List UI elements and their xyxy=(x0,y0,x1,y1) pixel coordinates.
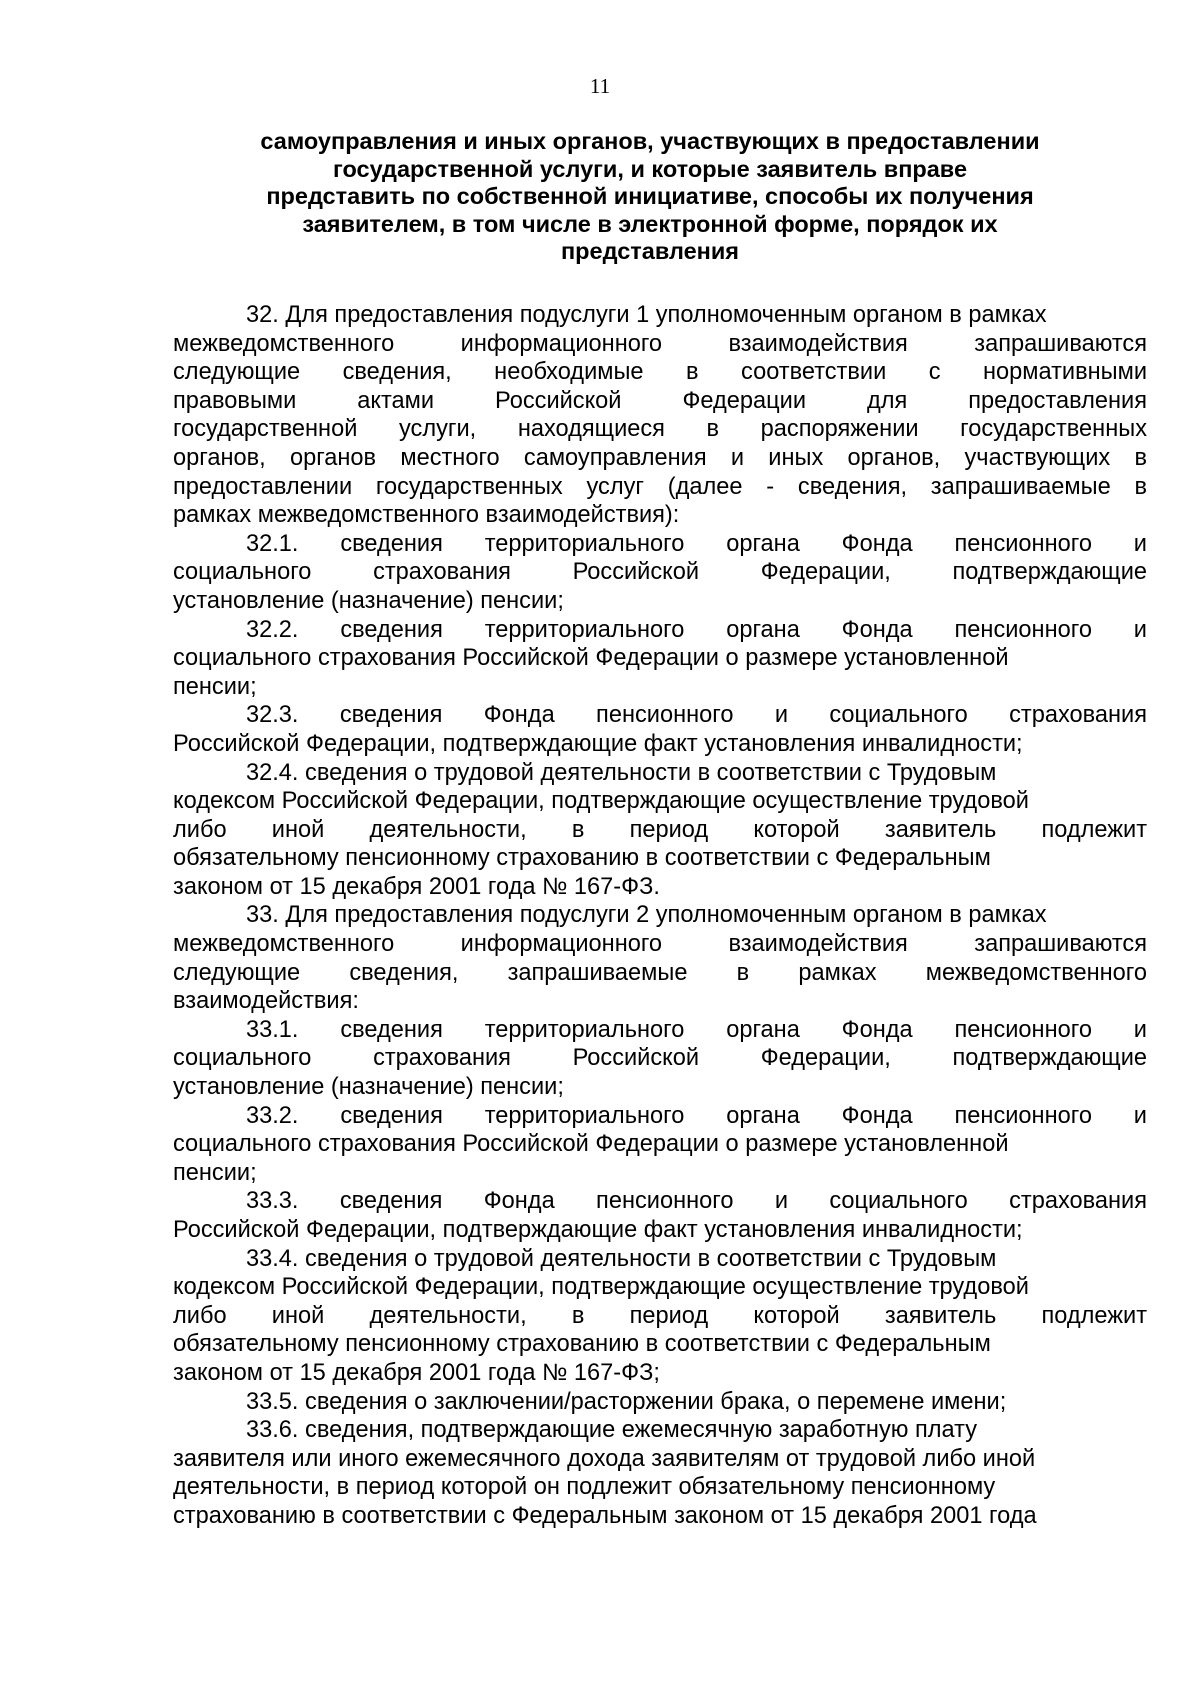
document-body xyxy=(173,301,1147,1531)
heading-line: представления xyxy=(560,238,740,265)
page-number: 11 xyxy=(589,74,611,98)
paragraph-line: следующие сведения, необходимые в соответствии с нормативными xyxy=(173,359,1147,386)
paragraph-line: 33.1. сведения территориального органа Фонда пенсионного и xyxy=(246,1016,1147,1043)
paragraph-line: обязательному пенсионному страхованию в соответствии с Федеральным xyxy=(173,1331,991,1358)
paragraph-line: либо иной деятельности, в период которой заявитель подлежит xyxy=(173,816,1147,843)
paragraph-line: государственной услуги, находящиеся в распоряжении государственных xyxy=(173,416,1147,443)
paragraph-line: правовыми актами Российской Федерации для предоставления xyxy=(173,387,1147,414)
paragraph-line: 32.2. сведения территориального органа Фонда пенсионного и xyxy=(246,616,1147,643)
paragraph-line: заявителя или иного ежемесячного дохода заявителям от трудовой либо иной xyxy=(173,1445,1036,1472)
paragraph-line: законом от 15 декабря 2001 года № 167-ФЗ. xyxy=(173,873,660,900)
paragraph-line: предоставлении государственных услуг (далее - сведения, запрашиваемые в xyxy=(173,473,1147,500)
paragraph-line: социального страхования Российской Федерации, подтверждающие xyxy=(173,1045,1147,1072)
paragraph-line: межведомственного информационного взаимодействия запрашиваются xyxy=(173,931,1147,958)
paragraph-line: страхованию в соответствии с Федеральным законом от 15 декабря 2001 года xyxy=(173,1502,1037,1529)
heading-line: государственной услуги, и которые заявитель вправе xyxy=(332,155,968,182)
paragraph-line: межведомственного информационного взаимодействия запрашиваются xyxy=(173,330,1147,357)
paragraph-line: социального страхования Российской Федерации о размере установленной xyxy=(173,1131,1009,1158)
paragraph-line: 32.1. сведения территориального органа Фонда пенсионного и xyxy=(246,530,1147,557)
paragraph-line: либо иной деятельности, в период которой заявитель подлежит xyxy=(173,1302,1147,1329)
paragraph-line: деятельности, в период которой он подлежит обязательному пенсионному xyxy=(173,1474,996,1501)
paragraph-p33-5 xyxy=(173,1388,1147,1417)
paragraph-line: 33.2. сведения территориального органа Фонда пенсионного и xyxy=(246,1102,1147,1129)
paragraph-line: 33.3. сведения Фонда пенсионного и социального страхования xyxy=(246,1188,1147,1215)
paragraph-p32-4 xyxy=(173,759,1147,902)
paragraph-line: 32. Для предоставления подуслуги 1 уполномоченным органом в рамках xyxy=(246,302,1047,328)
heading-line: заявителем, в том числе в электронной форме, порядок их xyxy=(302,210,998,237)
paragraph-p33-1 xyxy=(173,1016,1147,1102)
paragraph-line: 33.4. сведения о трудовой деятельности в соответствии с Трудовым xyxy=(246,1245,997,1272)
paragraph-line: органов, органов местного самоуправления и иных органов, участвующих в xyxy=(173,444,1147,471)
paragraph-p33-3 xyxy=(173,1187,1147,1244)
paragraph-line: установление (назначение) пенсии; xyxy=(173,1074,564,1101)
paragraph-line: социального страхования Российской Федерации, подтверждающие xyxy=(173,559,1147,586)
paragraph-line: рамках межведомственного взаимодействия): xyxy=(173,502,680,529)
paragraph-line: 33.6. сведения, подтверждающие ежемесячную заработную плату xyxy=(246,1417,978,1444)
paragraph-line: пенсии; xyxy=(173,673,257,700)
paragraph-line: Российской Федерации, подтверждающие факт установления инвалидности; xyxy=(173,730,1023,757)
paragraph-line: законом от 15 декабря 2001 года № 167-ФЗ; xyxy=(173,1359,660,1386)
paragraph-line: социального страхования Российской Федерации о размере установленной xyxy=(173,645,1009,672)
paragraph-line: кодексом Российской Федерации, подтверждающие осуществление трудовой xyxy=(173,1274,1029,1301)
heading-line: самоуправления и иных органов, участвующих в предоставлении xyxy=(260,128,1040,154)
heading-line: представить по собственной инициативе, способы их получения xyxy=(266,183,1034,210)
paragraph-line: 33.5. сведения о заключении/расторжении брака, о перемене имени; xyxy=(246,1388,1007,1415)
paragraph-p33-6 xyxy=(173,1416,1147,1530)
paragraph-line: следующие сведения, запрашиваемые в рамках межведомственного xyxy=(173,959,1147,986)
paragraph-p32 xyxy=(173,301,1147,530)
paragraph-p33 xyxy=(173,901,1147,1015)
paragraph-p32-1 xyxy=(173,530,1147,616)
paragraph-line: взаимодействия: xyxy=(173,988,359,1015)
paragraph-line: 33. Для предоставления подуслуги 2 уполномоченным органом в рамках xyxy=(246,902,1047,929)
paragraph-p33-2 xyxy=(173,1102,1147,1188)
paragraph-line: пенсии; xyxy=(173,1159,257,1186)
paragraph-line: обязательному пенсионному страхованию в соответствии с Федеральным xyxy=(173,845,991,872)
paragraph-p32-2 xyxy=(173,616,1147,702)
paragraph-line: 32.4. сведения о трудовой деятельности в соответствии с Трудовым xyxy=(246,759,997,786)
paragraph-p33-4 xyxy=(173,1245,1147,1388)
paragraph-line: 32.3. сведения Фонда пенсионного и социального страхования xyxy=(246,702,1147,729)
paragraph-line: Российской Федерации, подтверждающие факт установления инвалидности; xyxy=(173,1217,1023,1243)
section-heading xyxy=(200,128,1100,266)
paragraph-p32-3 xyxy=(173,701,1147,758)
paragraph-line: кодексом Российской Федерации, подтверждающие осуществление трудовой xyxy=(173,788,1029,815)
paragraph-line: установление (назначение) пенсии; xyxy=(173,587,564,614)
